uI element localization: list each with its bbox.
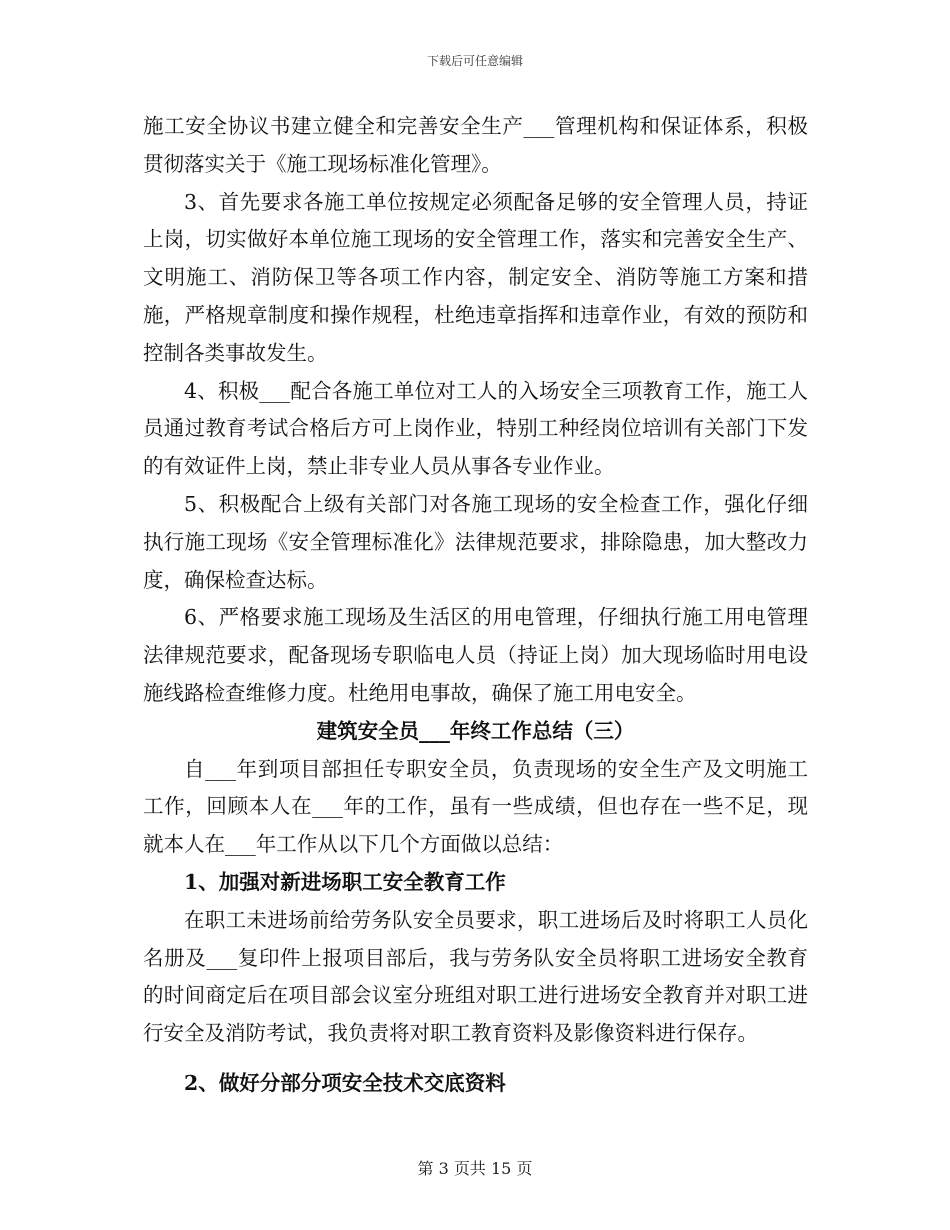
heading-technical-briefing: 2、做好分部分项安全技术交底资料 <box>184 1070 506 1095</box>
paragraph-intro: 自___年到项目部担任专职安全员，负责现场的安全生产及文明施工工作，回顾本人在___年的工作，虽有一些成绩，但也存在一些不足，现就本人在___年工作从以下几个方面做以总结： <box>143 756 808 857</box>
paragraph-item-5: 5、积极配合上级有关部门对各施工现场的安全检查工作，强化仔细执行施工现场《安全管理标准化》法律规范要求，排除隐患，加大整改力度，确保检查达标。 <box>143 491 808 592</box>
document-body <box>143 108 808 1103</box>
paragraph-item-3: 3、首先要求各施工单位按规定必须配备足够的安全管理人员，持证上岗，切实做好本单位施工现场的安全管理工作，落实和完善安全生产、文明施工、消防保卫等各项工作内容，制定安全、消防等施工方案和措施，严格规章制度和操作规程，杜绝违章指挥和违章作业，有效的预防和控制各类事故发生。 <box>143 189 808 365</box>
paragraph-education: 在职工未进场前给劳务队安全员要求，职工进场后及时将职工人员化名册及___复印件上报项目部后，我与劳务队安全员将职工进场安全教育的时间商定后在项目部会议室分班组对职工进行进场安全教育并对职工进行安全及消防考试，我负责将对职工教育资料及影像资料进行保存。 <box>143 907 808 1046</box>
heading-education: 1、加强对新进场职工安全教育工作 <box>184 869 506 894</box>
paragraph-continued: 施工安全协议书建立健全和完善安全生产___管理机构和保证体系，积极贯彻落实关于《施工现场标准化管理》。 <box>143 114 808 176</box>
paragraph-item-6: 6、严格要求施工现场及生活区的用电管理，仔细执行施工用电管理法律规范要求，配备现场专职临电人员（持证上岗）加大现场临时用电设施线路检查维修力度。杜绝用电事故，确保了施工用电安全。 <box>143 605 808 705</box>
page-number-footer: 第 3 页共 15 页 <box>417 1159 533 1178</box>
section-title: 建筑安全员___年终工作总结（三） <box>316 718 635 743</box>
page-header-note: 下载后可任意编辑 <box>426 54 523 68</box>
paragraph-item-4: 4、积极___配合各施工单位对工人的入场安全三项教育工作，施工人员通过教育考试合格后方可上岗作业，特别工种经岗位培训有关部门下发的有效证件上岗，禁止非专业人员从事各专业作业。 <box>143 378 808 479</box>
